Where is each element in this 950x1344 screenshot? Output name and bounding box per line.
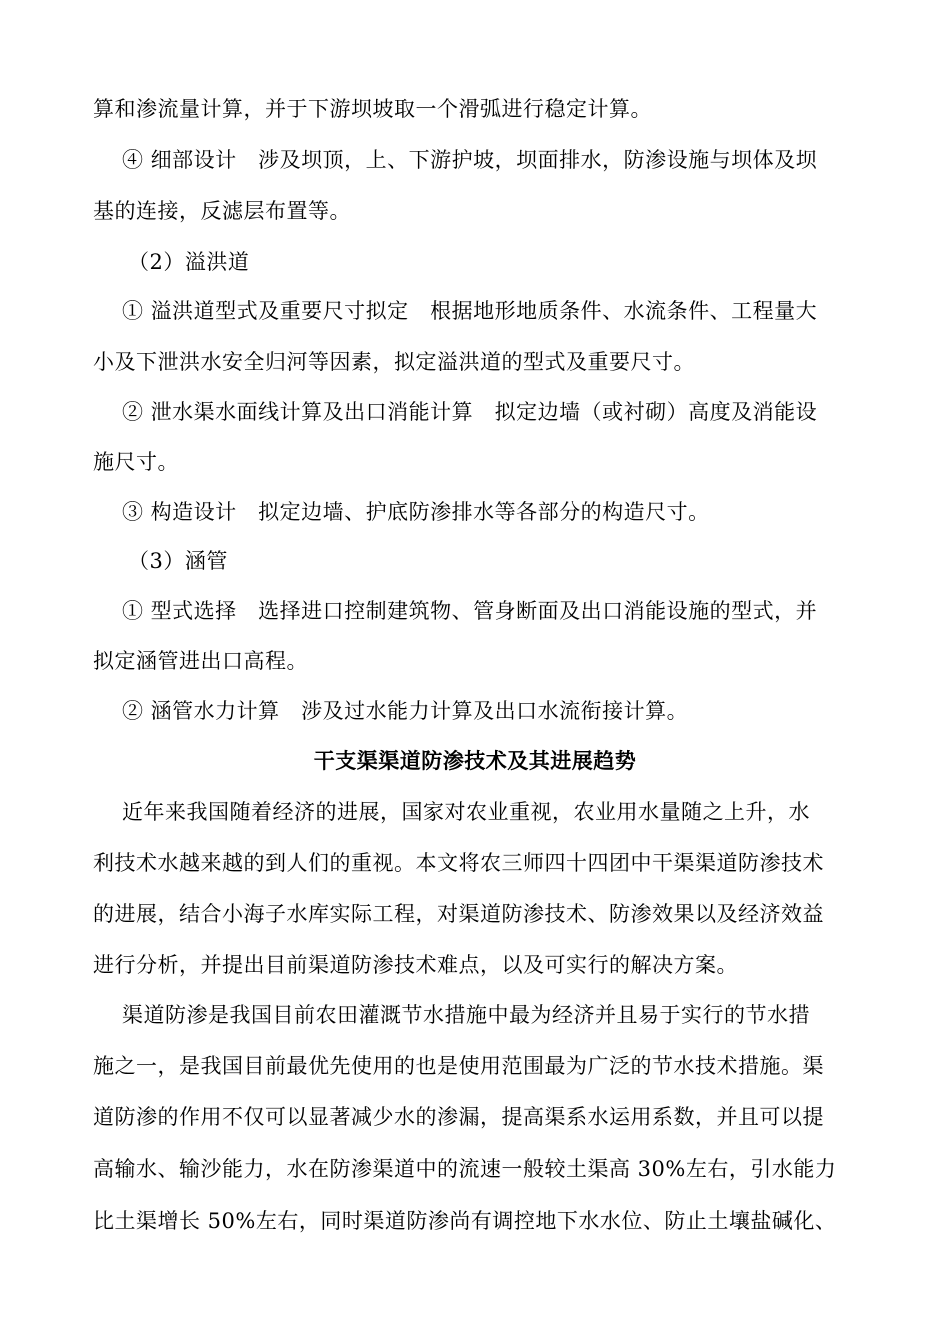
section-heading-spillway: （2）溢洪道	[128, 250, 250, 274]
text-line: ② 涵管水力计算 涉及过水能力计算及出口水流衔接计算。	[122, 699, 689, 723]
text-line: 小及下泄洪水安全归河等因素，拟定溢洪道的型式及重要尺寸。	[93, 350, 695, 374]
article-title: 干支渠渠道防渗技术及其进展趋势	[313, 749, 637, 773]
text-line: ④ 细部设计 涉及坝顶，上、下游护坡，坝面排水，防渗设施与坝体及坝	[122, 148, 818, 172]
paragraph-line: 利技术水越来越的到人们的重视。本文将农三师四十四团中干渠渠道防渗技术	[93, 851, 824, 875]
text-line: ① 型式选择 选择进口控制建筑物、管身断面及出口消能设施的型式，并	[122, 599, 818, 623]
section-heading-culvert: （3）涵管	[128, 549, 228, 573]
paragraph-line: 近年来我国随着经济的进展，国家对农业重视，农业用水量随之上升，水	[122, 800, 810, 824]
paragraph-line: 高输水、输沙能力，水在防渗渠道中的流速一般较土渠高 30%左右，引水能力	[93, 1157, 837, 1181]
paragraph-line: 的进展，结合小海子水库实际工程，对渠道防渗技术、防渗效果以及经济效益	[93, 902, 824, 926]
paragraph-line: 比土渠增长 50%左右，同时渠道防渗尚有调控地下水水位、防止土壤盐碱化、	[93, 1209, 837, 1233]
text-line: 施尺寸。	[93, 450, 179, 474]
paragraph-line: 道防渗的作用不仅可以显著减少水的渗漏，提高渠系水运用系数，并且可以提	[93, 1105, 824, 1129]
paragraph-line: 施之一，是我国目前最优先使用的也是使用范围最为广泛的节水技术措施。渠	[93, 1054, 824, 1078]
text-line: 基的连接，反滤层布置等。	[93, 199, 351, 223]
text-line: ① 溢洪道型式及重要尺寸拟定 根据地形地质条件、水流条件、工程量大	[122, 299, 818, 323]
text-line: ② 泄水渠水面线计算及出口消能计算 拟定边墙（或衬砌）高度及消能设	[122, 400, 818, 424]
paragraph-line: 进行分析，并提出目前渠道防渗技术难点，以及可实行的解决方案。	[93, 953, 738, 977]
text-line: ③ 构造设计 拟定边墙、护底防渗排水等各部分的构造尺寸。	[122, 500, 710, 524]
text-line: 算和渗流量计算，并于下游坝坡取一个滑弧进行稳定计算。	[93, 97, 652, 121]
paragraph-line: 渠道防渗是我国目前农田灌溉节水措施中最为经济并且易于实行的节水措	[122, 1003, 810, 1027]
text-line: 拟定涵管进出口高程。	[93, 649, 308, 673]
